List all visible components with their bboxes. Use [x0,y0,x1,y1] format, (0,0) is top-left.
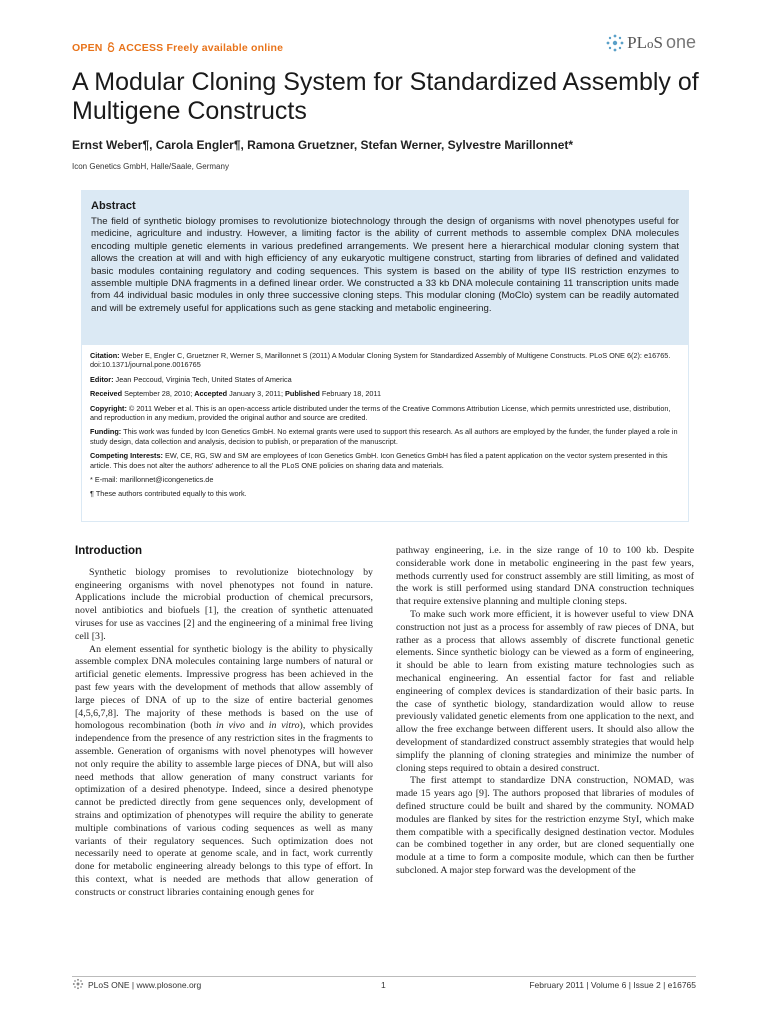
competing-text: EW, CE, RG, SW and SM are employees of Icon Genetics GmbH. Icon Genetics GmbH has filed a patent application on the vector system presented in this article. This does not alter the authors' adherence to all the PLoS ONE policies on sharing data and materials. [90,451,668,470]
abstract-box [81,190,689,345]
citation [90,351,680,370]
access-label: ACCESS Freely available online [118,42,284,54]
editor-label: Editor: [90,374,114,384]
article-title: A Modular Cloning System for Standardized Assembly of Multigene Constructs [72,68,699,125]
received-date: September 28, 2010; [124,389,193,399]
paragraph-text: An element essential for synthetic biology is the ability to physically assemble complex DNA molecules containing large numbers of natural or artificial genetic elements. Impressive progress has been achieved in the past few years with the development of methods that allow assembly of large pieces of DNA of up to the size of entire bacterial genomes [4,5,6,7,8]. The majority of these methods is based on the use of homologous recombination (both [75,643,373,732]
plos-o: o [646,35,654,51]
competing-label: Competing Interests: [90,451,163,461]
abstract-heading: Abstract [91,200,136,212]
paragraph: Synthetic biology promises to revolutionize biotechnology by engineering organisms with novel phenotypes not found in nature. Applications include the microbial production of chemical precursors, novel antibiotics and biofuels [1], the creation of synthetic attenuated viruses for use as vaccines [2] and the engineering of a minimal free living cell [3]. [75,566,373,642]
copyright-label: Copyright: [90,403,127,413]
citation-label: Citation: [90,351,120,360]
plos-s: S [653,32,663,52]
published-date: February 18, 2011 [321,389,382,399]
received-label: Received [90,389,123,399]
accepted-date: January 3, 2011; [229,389,283,399]
italic-term: in vivo [216,720,245,732]
copyright [90,404,680,423]
editor [90,375,680,384]
plos-one-logo [605,32,696,58]
dates [90,389,680,398]
competing-interests [90,451,680,470]
accepted-label: Accepted [194,389,228,399]
paragraph [75,644,373,900]
email: * E-mail: marillonnet@icongenetics.de [90,475,214,485]
published-label: Published [285,389,320,399]
italic-term: in vitro [268,720,300,732]
plos-pl: PL [627,32,647,52]
plos-dots-icon [72,978,84,990]
funding-label: Funding: [90,427,122,437]
equal-contribution: ¶ These authors contributed equally to this work. [90,489,247,499]
editor-text: Jean Peccoud, Virginia Tech, United States of America [115,374,292,384]
open-access-label [72,42,283,54]
author-list: Ernst Weber¶, Carola Engler¶, Ramona Gruetzner, Stefan Werner, Sylvestre Marillonnet* [72,138,574,152]
body-column-left [75,545,373,900]
affiliation: Icon Genetics GmbH, Halle/Saale, Germany [72,162,229,171]
plos-text [627,33,663,52]
footer-journal: PLoS ONE | www.plosone.org [88,980,202,990]
open-lock-icon [107,42,115,52]
paragraph-text: ), which provides independence from the presence of any restriction sites in the fragments to assemble. Generation of organisms with novel phenotypes will however not only require the ability to assemble large pieces of DNA, but will also need methods that allow generation of many construct variants for optimization of a desired phenotype. Indeed, since a desired phenotype cannot be predicted directly from gene sequences only, development of strains and optimization of phenotypes will require the ability to generate multiple combinations of various coding sequences as well as many variants of their regulatory sequences. Such optimization does not necessarily need to operate at genome scale, and in fact, work currently done for metabolic engineering already belongs to this type of effort. In this context, what is needed are methods that allow generation of constructs or construct libraries containing enough genes for [75,720,373,898]
funding-text: This work was funded by Icon Genetics GmbH. No external grants were used to support this research. As all authors are employed by the funder, the funder played a role in study design, data collection and analysis, decision to publish, or preparation of the manuscript. [90,427,678,446]
paragraph: To make such work more efficient, it is however useful to view DNA construction not just as a process for assembly of raw pieces of DNA, but rather as a process that allows assembly of discrete functional genetic elements. Since synthetic biology can be viewed as a form of engineering, it should be able to learn from existing mature technologies such as mechanical engineering. An essential factor for fast and reliable engineering of complex devices is standardization of their basic parts. In the case of synthetic biology, standardization would allow to reuse previously validated genetic elements from one application to the next, and allow the free exchange between different users. It should also allow the development of standardized construct assembly strategies that would help simplify the planning of cloning strategies and minimize the number of cloning steps required to obtain a desired construct. [396,608,694,774]
page-number: 1 [381,980,386,990]
funding [90,427,680,446]
citation-text: Weber E, Engler C, Gruetzner R, Werner S, Marillonnet S (2011) A Modular Cloning System for Standardized Assembly of Multigene Constructs. PLoS ONE 6(2): e16765. doi:10.1371/journal.pone.0016765 [90,351,671,370]
paragraph: The first attempt to standardize DNA construction, NOMAD, was made 15 years ago [9]. The authors proposed that libraries of modules of defined structure could be built and shared by the community. NOMAD modules are flanked by sites for the restriction enzyme StyI, which make them compatible with a specifically designed destination vector. Modules can be combined together in any order, but are cloned sequentially one module at a time to form a composite module, which can then be further subcloned. A major step forward was the development of the [396,775,694,876]
copyright-text: © 2011 Weber et al. This is an open-access article distributed under the terms of the Creative Commons Attribution License, which permits unrestricted use, distribution, and reproduction in any medium, provided the original author and source are credited. [90,403,671,423]
introduction-heading: Introduction [75,545,143,557]
paragraph: pathway engineering, i.e. in the size range of 10 to 100 kb. Despite considerable work done in metabolic engineering in the past few years, methods currently used for construct assembly are still limiting, as most of the work is still performed using standard DNA construction techniques that require extensive planning and multiple cloning steps. [396,545,694,608]
article-metadata [81,345,689,522]
abstract-text: The field of synthetic biology promises to revolutionize biotechnology through the design of organisms with novel phenotypes useful for medicine, agriculture and industry. However, a limiting factor is the ability of current methods to assemble complex DNA molecules encoding multiple genetic elements in various predefined arrangements. We present here a hierarchical modular cloning system that allows the creation at will and with high efficiency of any eukaryotic multigene construct, starting from libraries of defined and validated basic modules containing regulatory and coding sequences. This system is based on the ability of type IIS restriction enzymes to assemble multiple DNA fragments in a defined linear order. We constructed a 33 kb DNA molecule containing 11 transcription units made from 44 individual basic modules in only three successive cloning steps. This modular cloning (MoClo) system can be readily automated and will be extremely useful for applications such as gene stacking and metabolic engineering. [91,216,679,314]
plos-dots-icon [605,33,625,53]
footer-issue: February 2011 | Volume 6 | Issue 2 | e16765 [529,980,696,990]
one-text: one [665,32,696,52]
paragraph-text: and [244,720,269,732]
open-label: OPEN [72,42,103,54]
page-footer [72,976,696,993]
journal-header [72,32,696,62]
body-column-right [396,545,694,878]
